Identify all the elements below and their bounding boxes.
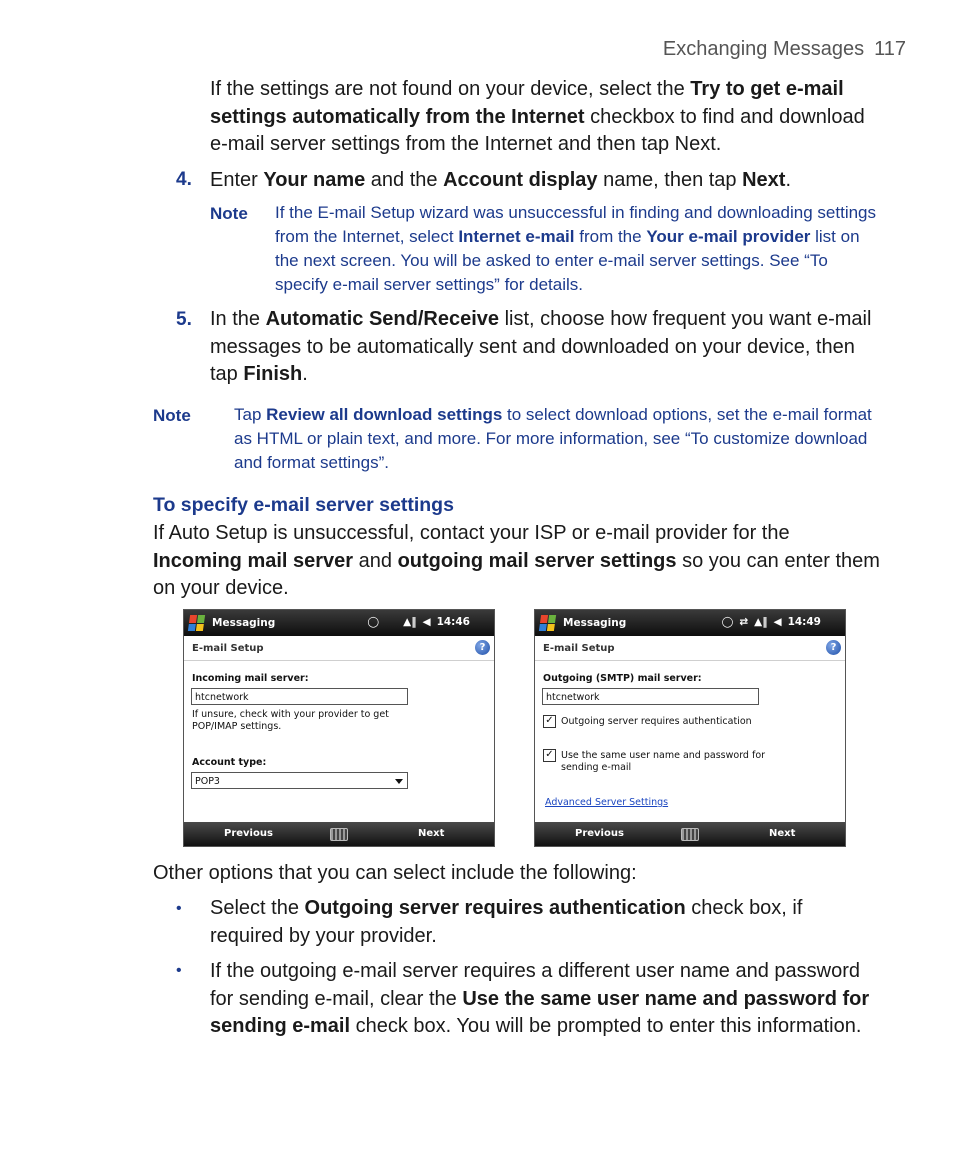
screenshot-outgoing-server: [534, 609, 846, 847]
bullet-icon: •: [176, 900, 182, 917]
account-type-label: Account type:: [192, 757, 267, 768]
app-title: Messaging: [563, 617, 627, 629]
title-bar: [535, 610, 845, 636]
keyboard-icon[interactable]: [681, 828, 699, 841]
account-type-select[interactable]: POP3: [191, 772, 408, 789]
next-softkey[interactable]: Next: [769, 828, 796, 839]
clock[interactable]: 14:46: [436, 616, 470, 628]
app-title: Messaging: [212, 617, 276, 629]
note-1-text: If the E-mail Setup wizard was unsuccessful in finding and downloading settings from the Internet, select Internet e-mail from the Your e-mail provider list on the next screen. You will be asked to enter e-mail server settings. See “To specify e-mail server settings” for details.: [275, 203, 877, 294]
step-4-number: 4.: [176, 169, 192, 190]
autosetup-paragraph: If Auto Setup is unsuccessful, contact your ISP or e-mail provider for the Incoming mail server and outgoing mail server settings so you can enter them on your device.: [153, 522, 880, 599]
other-options-paragraph: Other options that you can select include the following:: [153, 862, 637, 884]
auth-checkbox[interactable]: ✓: [543, 715, 556, 728]
auth-checkbox-label: Outgoing server requires authentication: [561, 716, 752, 727]
outgoing-label: Outgoing (SMTP) mail server:: [543, 673, 702, 684]
notification-icon[interactable]: ◯: [367, 616, 380, 628]
bullet-1-text: Select the Outgoing server requires authentication check box, if required by your provider.: [210, 897, 803, 947]
page-header: [663, 38, 906, 61]
help-icon[interactable]: ?: [826, 640, 841, 655]
incoming-label: Incoming mail server:: [192, 673, 309, 684]
previous-softkey[interactable]: Previous: [224, 828, 273, 839]
clock[interactable]: 14:49: [787, 616, 821, 628]
volume-icon[interactable]: ◀: [773, 616, 782, 628]
same-credentials-label: Use the same user name and password for sending e-mail: [561, 750, 766, 773]
step-5-number: 5.: [176, 309, 192, 330]
screenshot-incoming-server: [183, 609, 495, 847]
section-heading: To specify e-mail server settings: [153, 494, 454, 516]
keyboard-icon[interactable]: [330, 828, 348, 841]
windows-start-icon[interactable]: [539, 615, 557, 631]
incoming-server-input[interactable]: htcnetwork: [191, 688, 408, 705]
bullet-icon: •: [176, 962, 182, 979]
page-number: 117: [874, 38, 906, 60]
dropdown-arrow-icon: [395, 779, 403, 784]
step-4-text: Enter Your name and the Account display name, then tap Next.: [210, 169, 792, 191]
same-credentials-checkbox[interactable]: ✓: [543, 749, 556, 762]
signal-icon[interactable]: ▲‖: [403, 616, 417, 628]
sync-icon[interactable]: ⇄: [739, 616, 749, 628]
note-2-text: Tap Review all download settings to select download options, set the e-mail format as HTML or plain text, and more. For more information, see “To customize download and format settings”.: [234, 405, 872, 472]
provider-hint: If unsure, check with your provider to get POP/IMAP settings.: [192, 709, 389, 732]
outgoing-server-input[interactable]: htcnetwork: [542, 688, 759, 705]
step-5-text: In the Automatic Send/Receive list, choose how frequent you want e-mail messages to be automatically sent and downloaded on your device, then tap Finish.: [210, 308, 872, 385]
note-1-label: Note: [210, 204, 248, 223]
help-icon[interactable]: ?: [475, 640, 490, 655]
note-2-label: Note: [153, 406, 191, 425]
screen-subtitle: E-mail Setup ?: [535, 636, 845, 661]
settings-paragraph: If the settings are not found on your device, select the Try to get e-mail settings automatically from the Internet checkbox to find and download e-mail server settings from the Internet and then tap Next.: [210, 78, 865, 155]
windows-start-icon[interactable]: [188, 615, 206, 631]
title-bar: [184, 610, 494, 636]
previous-softkey[interactable]: Previous: [575, 828, 624, 839]
bullet-2-text: If the outgoing e-mail server requires a different user name and password for sending e-mail, clear the Use the same user name and password for sending e-mail check box. You will be prompted to enter this information.: [210, 960, 870, 1037]
notification-icon[interactable]: ◯: [721, 616, 734, 628]
volume-icon[interactable]: ◀: [422, 616, 431, 628]
advanced-settings-link[interactable]: Advanced Server Settings: [545, 797, 669, 808]
soft-key-bar: [535, 822, 845, 846]
soft-key-bar: [184, 822, 494, 846]
section-title: Exchanging Messages: [662, 38, 865, 60]
screen-subtitle: E-mail Setup ?: [184, 636, 494, 661]
signal-icon[interactable]: ▲‖: [754, 616, 768, 628]
next-softkey[interactable]: Next: [418, 828, 445, 839]
